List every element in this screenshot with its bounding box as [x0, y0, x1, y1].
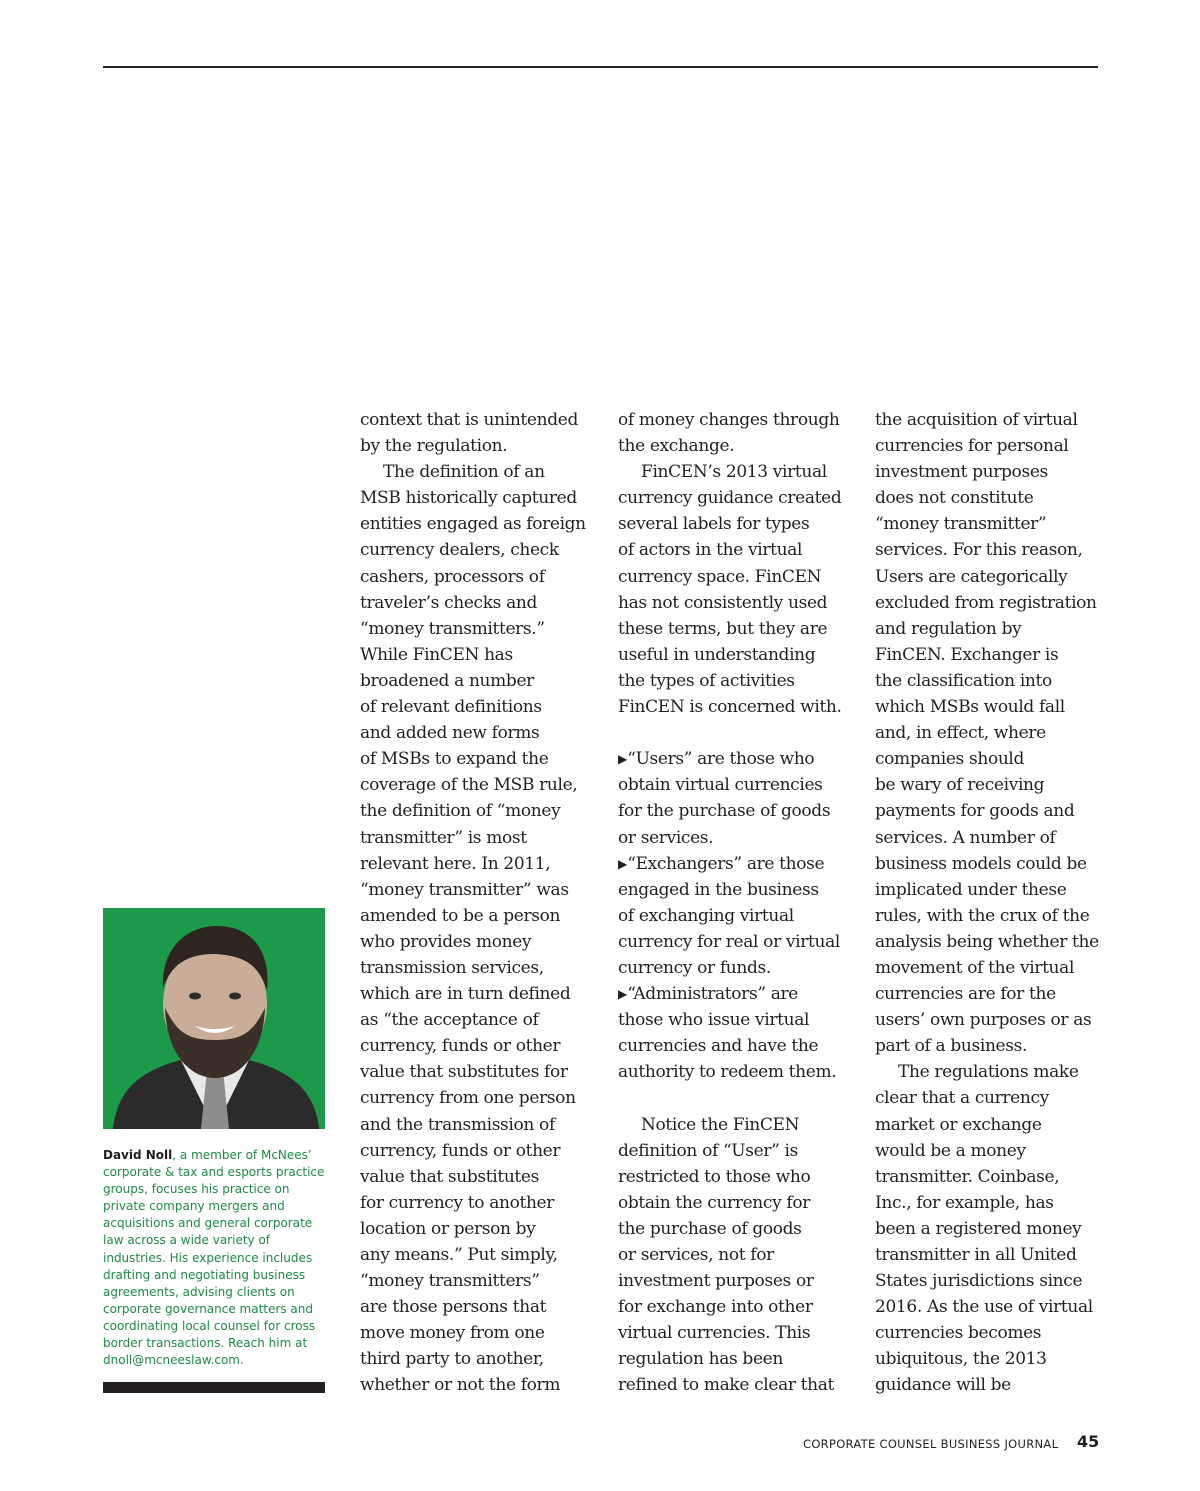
text-line: does not constitute	[875, 488, 1034, 509]
author-bio-text: , a member of McNees’ corporate & tax and esports practice groups, focuses his practice on private company mergers and acquisitions and general corporate law across a wide variety of industries. His experience includes drafting and negotiating business agreements, advising clients on corporate governance matters and coordinating local counsel for cross border transactions. Reach him at dnoll@mcneeslaw.com.	[103, 1148, 325, 1368]
text-line: those who issue virtual	[618, 1010, 810, 1031]
text-line: rules, with the crux of the	[875, 905, 1090, 926]
text-line: investment purposes	[875, 462, 1048, 483]
text-line: whether or not the form	[360, 1375, 561, 1396]
text-line: transmitter in all United	[875, 1245, 1077, 1265]
text-line: of relevant definitions	[360, 697, 542, 718]
article-column-1	[360, 407, 596, 1399]
bullet-text: “Exchangers” are those	[627, 853, 825, 874]
paragraph-gap	[618, 720, 854, 746]
text-line: companies should	[875, 749, 1025, 770]
bullet-line	[618, 981, 854, 1007]
text-line: currency for real or virtual	[618, 931, 840, 952]
text-line: investment purposes or	[618, 1271, 814, 1292]
text-line: The definition of an	[383, 462, 545, 483]
text-line: by the regulation.	[360, 436, 508, 457]
text-line: Notice the FinCEN	[641, 1114, 800, 1135]
text-line: business models could be	[875, 853, 1087, 874]
text-line: has not consistently used	[618, 592, 828, 613]
text-line: guidance will be	[875, 1375, 1011, 1396]
text-line: location or person by	[360, 1218, 536, 1239]
text-line: obtain the currency for	[618, 1192, 810, 1213]
text-line: cashers, processors of	[360, 566, 545, 587]
text-line: the purchase of goods	[618, 1218, 802, 1239]
text-line: Inc., for example, has	[875, 1192, 1054, 1213]
text-line: transmission services,	[360, 957, 544, 978]
text-line: ubiquitous, the 2013	[875, 1349, 1047, 1370]
text-line: States jurisdictions since	[875, 1271, 1083, 1292]
text-line: 2016. As the use of virtual	[875, 1297, 1093, 1318]
text-line: users’ own purposes or as	[875, 1010, 1092, 1031]
text-line: would be a money	[875, 1140, 1026, 1161]
text-line: FinCEN is concerned with.	[618, 697, 842, 718]
text-line: obtain virtual currencies	[618, 775, 823, 796]
text-line: regulation has been	[618, 1349, 783, 1370]
bullet-triangle-icon: ▶	[618, 856, 628, 871]
text-line: authority to redeem them.	[618, 1062, 837, 1083]
text-line: transmitter. Coinbase,	[875, 1166, 1060, 1187]
bullet-triangle-icon: ▶	[618, 987, 628, 1002]
text-line: While FinCEN has	[360, 644, 513, 665]
article-column-3	[875, 407, 1111, 1399]
text-line: currency guidance created	[618, 488, 842, 509]
publication-name: CORPORATE COUNSEL BUSINESS JOURNAL	[803, 1437, 1059, 1451]
text-line: the acquisition of virtual	[875, 410, 1078, 430]
article-column-2	[618, 407, 854, 1399]
bullet-line	[618, 851, 854, 877]
text-line: are those persons that	[360, 1297, 547, 1318]
text-line: implicated under these	[875, 879, 1067, 900]
top-rule	[103, 66, 1098, 68]
text-line: and added new forms	[360, 723, 540, 744]
text-line: or services, not for	[618, 1245, 774, 1265]
text-line: several labels for types	[618, 514, 810, 535]
bullet-text: “Administrators” are	[627, 984, 798, 1005]
text-line: and, in effect, where	[875, 723, 1046, 744]
text-line: FinCEN. Exchanger is	[875, 644, 1059, 665]
text-line: for currency to another	[360, 1192, 555, 1213]
text-line: restricted to those who	[618, 1166, 811, 1187]
page-number: 45	[1077, 1432, 1100, 1451]
paragraph-gap	[618, 1085, 854, 1111]
text-line: move money from one	[360, 1323, 545, 1344]
text-line: currency from one person	[360, 1088, 576, 1109]
text-line: for exchange into other	[618, 1297, 813, 1318]
text-line: Users are categorically	[875, 566, 1068, 587]
text-line: analysis being whether the	[875, 931, 1099, 952]
text-line: the definition of “money	[360, 801, 561, 822]
text-line: currency, funds or other	[360, 1140, 561, 1161]
text-line: for the purchase of goods	[618, 801, 831, 822]
text-line: of MSBs to expand the	[360, 749, 549, 770]
text-line: services. For this reason,	[875, 540, 1083, 561]
text-line: or services.	[618, 827, 714, 848]
text-line: been a registered money	[875, 1218, 1082, 1239]
text-line: third party to another,	[360, 1349, 544, 1370]
text-line: market or exchange	[875, 1114, 1042, 1135]
text-line: the types of activities	[618, 670, 795, 691]
text-line: be wary of receiving	[875, 775, 1045, 796]
text-line: currency or funds.	[618, 957, 771, 978]
text-line: who provides money	[360, 931, 532, 952]
bullet-text: “Users” are those who	[627, 749, 815, 770]
text-line: the exchange.	[618, 436, 735, 457]
text-line: relevant here. In 2011,	[360, 853, 551, 874]
text-line: refined to make clear that	[618, 1375, 835, 1396]
text-line: which are in turn defined	[360, 984, 571, 1005]
text-line: of money changes through	[618, 410, 840, 430]
text-line: useful in understanding	[618, 644, 816, 665]
text-line: which MSBs would fall	[875, 697, 1065, 718]
author-bio	[103, 1147, 329, 1369]
text-line: these terms, but they are	[618, 618, 828, 639]
text-line: currencies becomes	[875, 1323, 1042, 1344]
text-line: as “the acceptance of	[360, 1010, 539, 1031]
text-line: “money transmitter” was	[360, 879, 569, 900]
text-line: the classification into	[875, 670, 1052, 691]
text-line: transmitter” is most	[360, 827, 527, 848]
text-line: context that is unintended	[360, 410, 578, 430]
author-photo	[103, 908, 325, 1129]
text-line: services. A number of	[875, 827, 1056, 848]
text-line: excluded from registration	[875, 592, 1097, 613]
text-line: clear that a currency	[875, 1088, 1049, 1109]
text-line: virtual currencies. This	[618, 1323, 811, 1344]
text-line: of actors in the virtual	[618, 540, 803, 561]
text-line: FinCEN’s 2013 virtual	[641, 462, 827, 483]
text-line: currency space. FinCEN	[618, 566, 822, 587]
bio-divider	[103, 1382, 325, 1393]
text-line: currencies for personal	[875, 436, 1069, 457]
text-line: “money transmitter”	[875, 514, 1047, 535]
text-line: and the transmission of	[360, 1114, 555, 1135]
text-line: of exchanging virtual	[618, 905, 794, 926]
text-line: currencies are for the	[875, 984, 1056, 1005]
text-line: broadened a number	[360, 670, 534, 691]
bullet-triangle-icon: ▶	[618, 752, 628, 767]
text-line: movement of the virtual	[875, 957, 1075, 978]
text-line: traveler’s checks and	[360, 592, 538, 613]
text-line: engaged in the business	[618, 879, 819, 900]
author-name: David Noll	[103, 1148, 173, 1162]
text-line: part of a business.	[875, 1036, 1028, 1057]
text-line: and regulation by	[875, 618, 1022, 639]
text-line: currencies and have the	[618, 1036, 819, 1057]
text-line: currency dealers, check	[360, 540, 559, 561]
text-line: “money transmitters”	[360, 1271, 540, 1292]
bullet-line	[618, 746, 854, 772]
text-line: amended to be a person	[360, 905, 561, 926]
text-line: MSB historically captured	[360, 488, 577, 509]
text-line: payments for goods and	[875, 801, 1075, 822]
text-line: entities engaged as foreign	[360, 514, 586, 535]
text-line: “money transmitters.”	[360, 618, 545, 639]
text-line: value that substitutes	[360, 1166, 539, 1187]
text-line: coverage of the MSB rule,	[360, 775, 578, 796]
text-line: currency, funds or other	[360, 1036, 561, 1057]
text-line: definition of “User” is	[618, 1140, 798, 1161]
text-line: value that substitutes for	[360, 1062, 568, 1083]
text-line: any means.” Put simply,	[360, 1245, 558, 1265]
text-line: The regulations make	[898, 1062, 1079, 1083]
